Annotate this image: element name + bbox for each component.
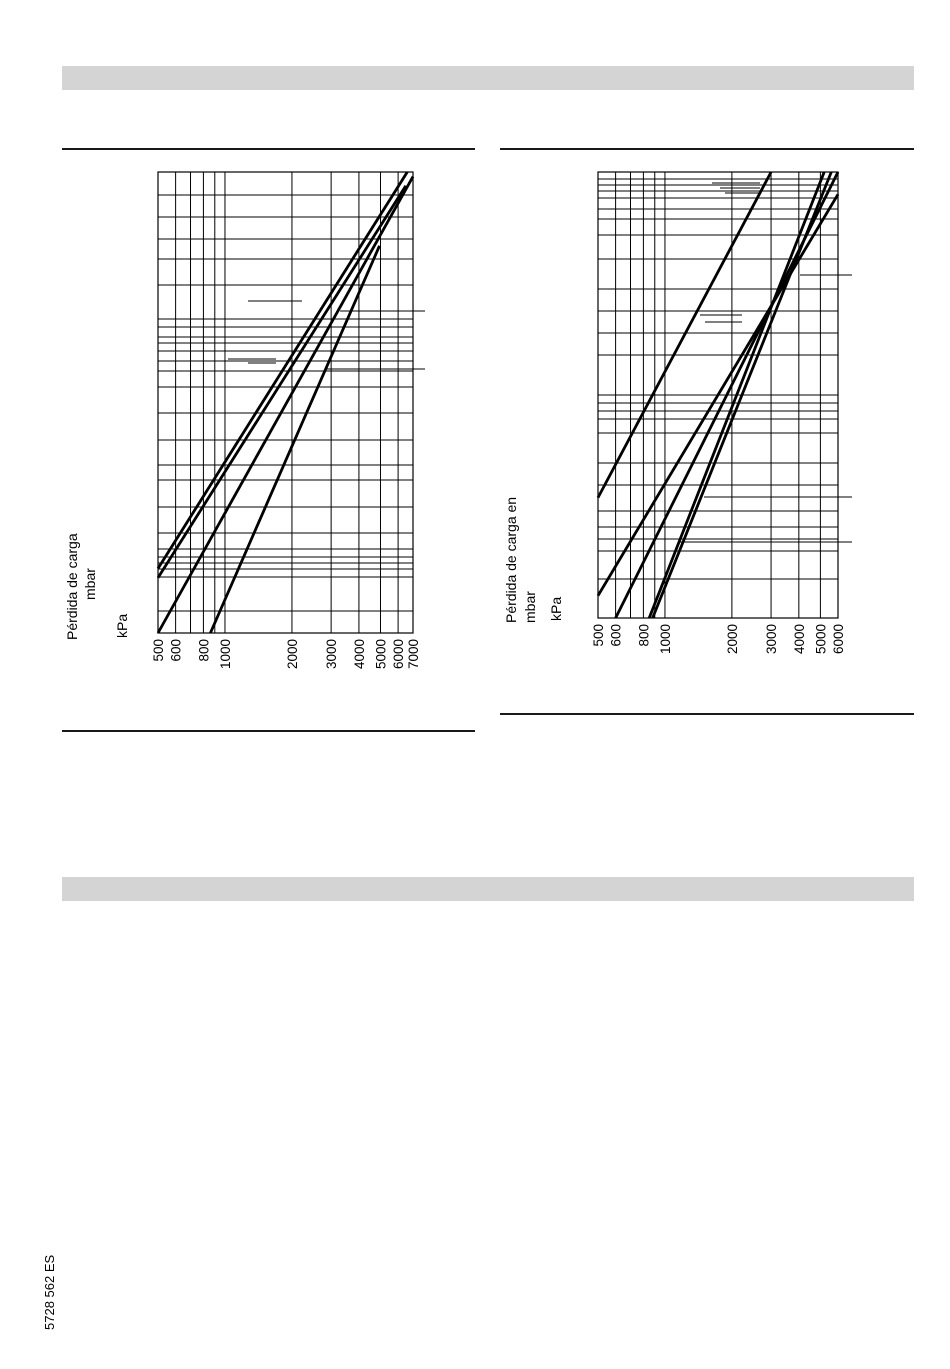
chart1-xtick-label: 800 <box>196 639 212 662</box>
chart1-xtick-label: 2000 <box>284 639 300 670</box>
chart1-ticks <box>151 639 421 669</box>
chart2-ylabel-line2: mbar <box>522 591 538 623</box>
chart1-curves <box>158 172 413 633</box>
section-header-band-1 <box>62 66 914 90</box>
chart2-ticks <box>591 624 846 654</box>
chart1-curve-4 <box>210 246 379 633</box>
chart1-xtick-label: 5000 <box>373 639 389 670</box>
rule-right-bottom <box>500 713 914 715</box>
chart2-xtick-label: 500 <box>591 624 606 647</box>
chart2-xtick-label: 1000 <box>657 624 673 655</box>
chart1-ylabel-line2: mbar <box>82 568 98 600</box>
chart1-curve-2 <box>158 172 407 569</box>
pressure-drop-chart-2 <box>590 165 865 665</box>
chart2-xtick-label: 4000 <box>791 624 807 655</box>
chart1-xtick-label: 3000 <box>324 639 340 670</box>
chart1-xtick-label: 1000 <box>217 639 233 670</box>
chart1-xtick-label: 7000 <box>406 639 421 670</box>
chart2-ylabel-unit: kPa <box>548 596 564 621</box>
chart2-ylabel-line1: Pérdida de carga en <box>503 496 519 623</box>
chart1-curve-3 <box>158 177 413 633</box>
chart2-xtick-label: 3000 <box>764 624 780 655</box>
chart2-xtick-label: 2000 <box>724 624 740 655</box>
document-code: 5728 562 ES <box>42 1254 57 1330</box>
chart2-xtick-label: 5000 <box>813 624 829 655</box>
chart1-xtick-label: 600 <box>168 639 184 662</box>
chart1-curve-1 <box>158 186 406 578</box>
section-header-band-2 <box>62 877 914 901</box>
chart2-xtick-label: 6000 <box>831 624 846 655</box>
rule-left-top <box>62 148 475 150</box>
chart1-xtick-label: 6000 <box>391 639 407 670</box>
chart2-xtick-label: 800 <box>636 624 652 647</box>
rule-left-bottom <box>62 730 475 732</box>
chart1-ylabel-unit: kPa <box>114 613 130 638</box>
chart2-xtick-label: 600 <box>608 624 624 647</box>
chart1-ylabel-line1: Pérdida de carga <box>64 533 80 640</box>
rule-right-top <box>500 148 914 150</box>
chart1-xtick-label: 4000 <box>351 639 367 670</box>
pressure-drop-chart-1 <box>150 165 435 675</box>
chart1-xtick-label: 500 <box>151 639 166 662</box>
